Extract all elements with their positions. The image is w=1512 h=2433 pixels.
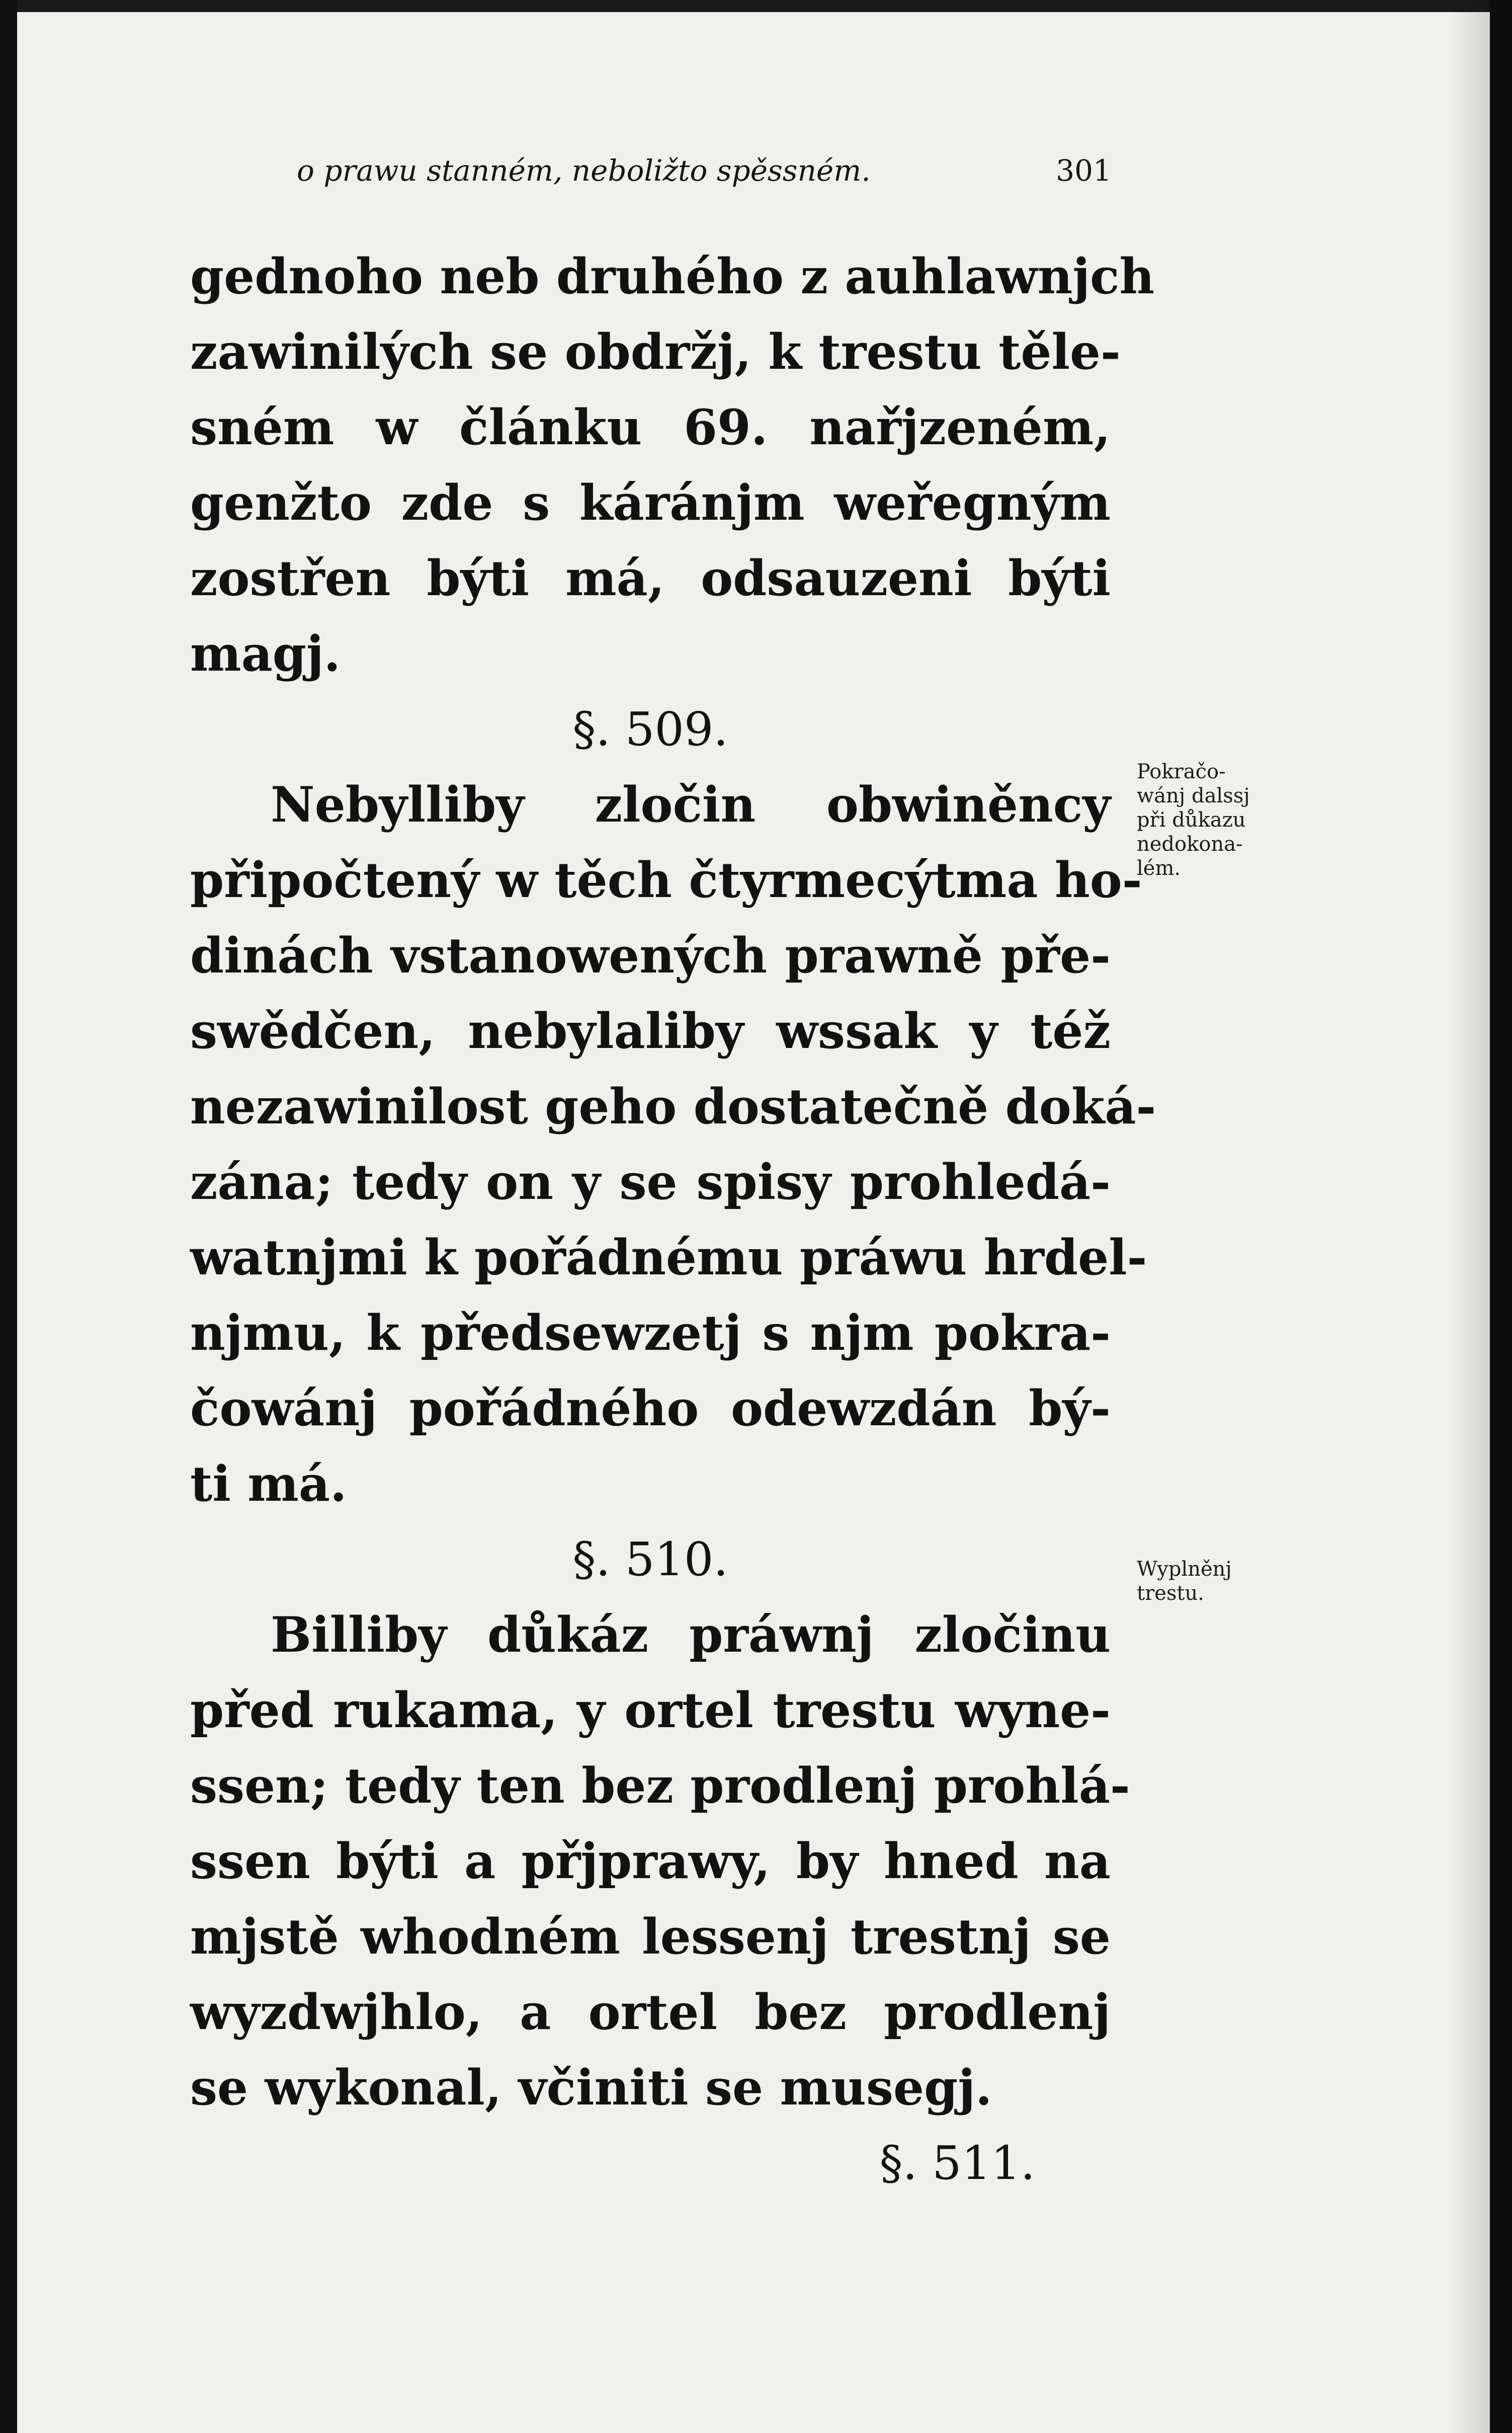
- section-heading: §. 510.: [572, 1532, 728, 1586]
- text-line: sném w článku 69. nařjzeném,: [190, 399, 1111, 456]
- text-line: před rukama, y ortel trestu wyne-: [190, 1682, 1111, 1739]
- section-heading: §. 511.: [879, 2136, 1035, 2190]
- text-line: genžto zde s káránjm weřegným: [190, 474, 1111, 531]
- text-line: připočtený w těch čtyrmecýtma ho-: [190, 852, 1142, 909]
- text-line: Nebylliby zločin obwiněncy: [271, 776, 1111, 833]
- text-line: čowánj pořádného odewzdán bý-: [190, 1380, 1111, 1437]
- margin-note-line: trestu.: [1137, 1582, 1204, 1605]
- text-line: ti má.: [190, 1455, 347, 1512]
- scan-left-edge: [0, 0, 17, 2433]
- section-heading: §. 509.: [572, 702, 728, 756]
- page-number: 301: [1056, 153, 1112, 188]
- text-line: swědčen, nebylaliby wssak y též: [190, 1003, 1111, 1060]
- margin-note-line: Wyplněnj: [1137, 1558, 1232, 1581]
- page-gutter-shadow: [1450, 0, 1490, 2433]
- text-line: watnjmi k pořádnému práwu hrdel-: [190, 1229, 1147, 1286]
- text-line: gednoho neb druhého z auhlawnjch: [190, 248, 1155, 305]
- text-line: njmu, k předsewzetj s njm pokra-: [190, 1305, 1111, 1361]
- scan-right-edge: [1490, 0, 1512, 2433]
- running-title: o prawu stanném, neboližto spěssném.: [297, 153, 871, 188]
- margin-note-line: wánj dalssj: [1137, 784, 1250, 807]
- text-line: se wykonal, včiniti se musegj.: [190, 2059, 992, 2116]
- text-line: Billiby důkáz práwnj zločinu: [271, 1606, 1111, 1663]
- text-line: magj.: [190, 625, 341, 682]
- margin-note-2: [1137, 1557, 1313, 1605]
- margin-note-line: Pokračo-: [1137, 760, 1226, 783]
- margin-note-line: lém.: [1137, 857, 1181, 880]
- text-line: wyzdwjhlo, a ortel bez prodlenj: [190, 1984, 1111, 2041]
- text-line: ssen býti a přjprawy, by hned na: [190, 1833, 1111, 1890]
- margin-note-line: nedokona-: [1137, 833, 1243, 856]
- text-line: mjstě whodném lessenj trestnj se: [190, 1908, 1111, 1965]
- scan-top-edge: [0, 0, 1512, 12]
- text-line: nezawinilost geho dostatečně doká-: [190, 1078, 1156, 1135]
- main-text-block: [190, 239, 1156, 2201]
- margin-note-1: [1137, 760, 1313, 880]
- text-line: zostřen býti má, odsauzeni býti: [190, 550, 1111, 607]
- text-line: zawinilých se obdržj, k trestu těle-: [190, 323, 1121, 380]
- text-line: zána; tedy on y se spisy prohledá-: [190, 1154, 1111, 1210]
- text-line: ssen; tedy ten bez prodlenj prohlá-: [190, 1757, 1130, 1814]
- margin-note-line: při důkazu: [1137, 808, 1246, 832]
- running-header: [297, 153, 1112, 194]
- text-line: dinách vstanowených prawně pře-: [190, 927, 1111, 984]
